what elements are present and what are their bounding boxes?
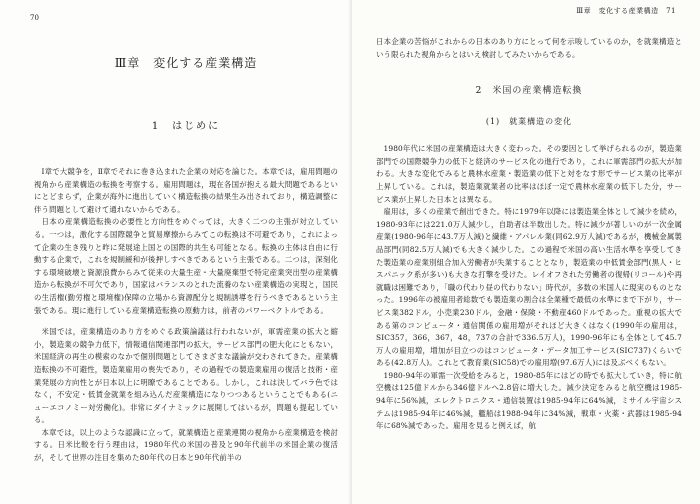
section-title: 2 米国の産業構造転換	[475, 86, 583, 97]
section-title: 1 はじめに	[151, 121, 221, 132]
paragraph: 日本の産業構造転換の必要性と方向性をめぐっては，大きく二つの主張が対立している。一つは，激化する国際競争と貿易摩擦からみてこの転換は不可避であり，これによって企業の生き残りと昨に発展途上国との国際的共生も可能となる。転換の主体は自由に行動する企業で，これを規制緩和が後押しすべきであるという主張である。二つは，深刻化する環境破壊と資源浪費からみて従来の大量生産・大量廃棄型で特定産業突出型の産業構造から転換が不可欠であり，国家はバランスのとれた流養のない産業構造の実現と，国民の生活権(勤労権と環境権)保障の立場から資源配分と規制誘導を行うべきであるという主張である。現に進行している産業構造転換の原動力は，前者のパワーベクトルである。	[34, 217, 338, 315]
right-page	[352, 0, 700, 504]
paragraph: 1980年代に米国の産業構造は大きく変わった。その要因として挙げられるのが，製造業部門での国際競争力の低下と経済のサービス化の進行であり，これに軍需部門の拡大が加わる。大きな変化でみると農林水産業・製造業の低下と対をなす形でサービス業の比率が上昇している。これは，製造業就業者の比率はほぼ一定で農林水産業の低下した分，サービス業が上昇した日本とは異なる。	[376, 144, 682, 204]
chapter-title: Ⅲ章 変化する産業構造	[114, 56, 258, 70]
paragraph: 米国では，産業構造のあり方をめぐる政策論議は行われないが，軍需産業の拡大と縮小，製造業の競争力低下，情報通信関連部門の拡大，サービス部門の肥大化にともない，米国経済の再生の模索のなかで個別問題としてさまざまな議論が交わされてきた。産業構造転換の不可避性，製造業雇用の喪失であり，その過程での製造業雇用の復活と技術・産業発展の方向性とが日本以上に明瞭であることである。しかし，これは決してバラ色ではなく，不安定・低賃金就業を組み込んだ産業構造になりつつあるということでもある(ニューエコノミー対労働化)。非常にダイナミックに展開してはいるが，問題も提起している。	[34, 327, 338, 425]
paragraph: Ⅰ章で大競争を，Ⅱ章でそれに巻き込まれた企業の対応を論じた。本章では，雇用問題の視角から産業構造の転換を考察する。雇用問題は，現在各国が抱える最大問題であるといにとどまらず，企業が海外に進出していく構造転換の結果生み出されており，構造調整に伴う問題として避けて通れないからである。	[34, 167, 338, 214]
page-number: 70	[30, 14, 39, 22]
lead-paragraph: 日本企業の苦悩がこれからの日本のあり方にとって何を示唆しているのか，を就業構造という限られた視角からとはいえ検討してみたいからである。	[376, 37, 682, 59]
paragraph: 本章では，以上のような認識に立って，就業構造と産業連関の視角から産業構造を検討する。日米比較を行う理由は，1980年代の米国の普及と90年代前半の米国企業の復活が，そして世界の注目を集めた80年代の日本と90年代前半の	[34, 427, 338, 463]
running-head: Ⅲ章 変化する産業構造 71	[576, 7, 676, 15]
subsection-title: (1) 就業構造の変化	[485, 117, 573, 127]
paragraph: 雇用は，多くの産業で創出できた。特に1979年以降には製造業全体として減少を続め，1980-93年には221.0万人減少し，自助者は半数出した。特に減少が著しいのが一次金属産業(1980-96年に43.7万人減)と繊維・アパレル業(同62.9万人減)であるが，機械金属製品部門(同82.5万人減)でも大きく減少した。この過程で米国の高い生活水準を享受してきた製造業の産業別組合加入労働者が失業することとなり，製造業の中低賃金部門(黒人・ヒスパニック系が多い)も大きな打撃を受けた。レイオフされた労働者の復帰(リコール)や再就職は困難であり，「職の代わり昼の代わりない」時代が，多数の米国人に現実のものとなった。1996年の被雇用者総数でも製造業の割合は全業種で最低の水準にまで下がり，サービス業382ドル，小売業230ドル，金融・保険・不動産460ドルであった。重視の拡大である第のコンピュータ・通信関係の雇用増がそれほど大きくはなく(1990年の雇用は，SIC357，366，367，48，737の合計で336.5万人)，1990-96年にも全体として45.7万人の雇用増，増加が目立つのはコンピュータ・データ加工サービス(SIC737)くらいである(42.8万人)。これとて教育業(SIC58)での雇用増(97.6万人)には及ぶべくもない。	[376, 207, 682, 368]
paragraph: 1980-94年の軍需一次受給をみると，1980-85年にはどの時でも拡大していき，特に航空機は125億ドルから346億ドルへ2.8倍に増大した。減少決定をみると航空機は1985-94年に56%減，エレクトロニクス・通信装置は1985-94年に64%減，ミサイル宇宙システムは1985-94年に46%減，艦船は1988-94年に34%減，戦車・火薬・武器は1985-94年に68%減であった。雇用を見ると例えば，航	[376, 370, 682, 431]
